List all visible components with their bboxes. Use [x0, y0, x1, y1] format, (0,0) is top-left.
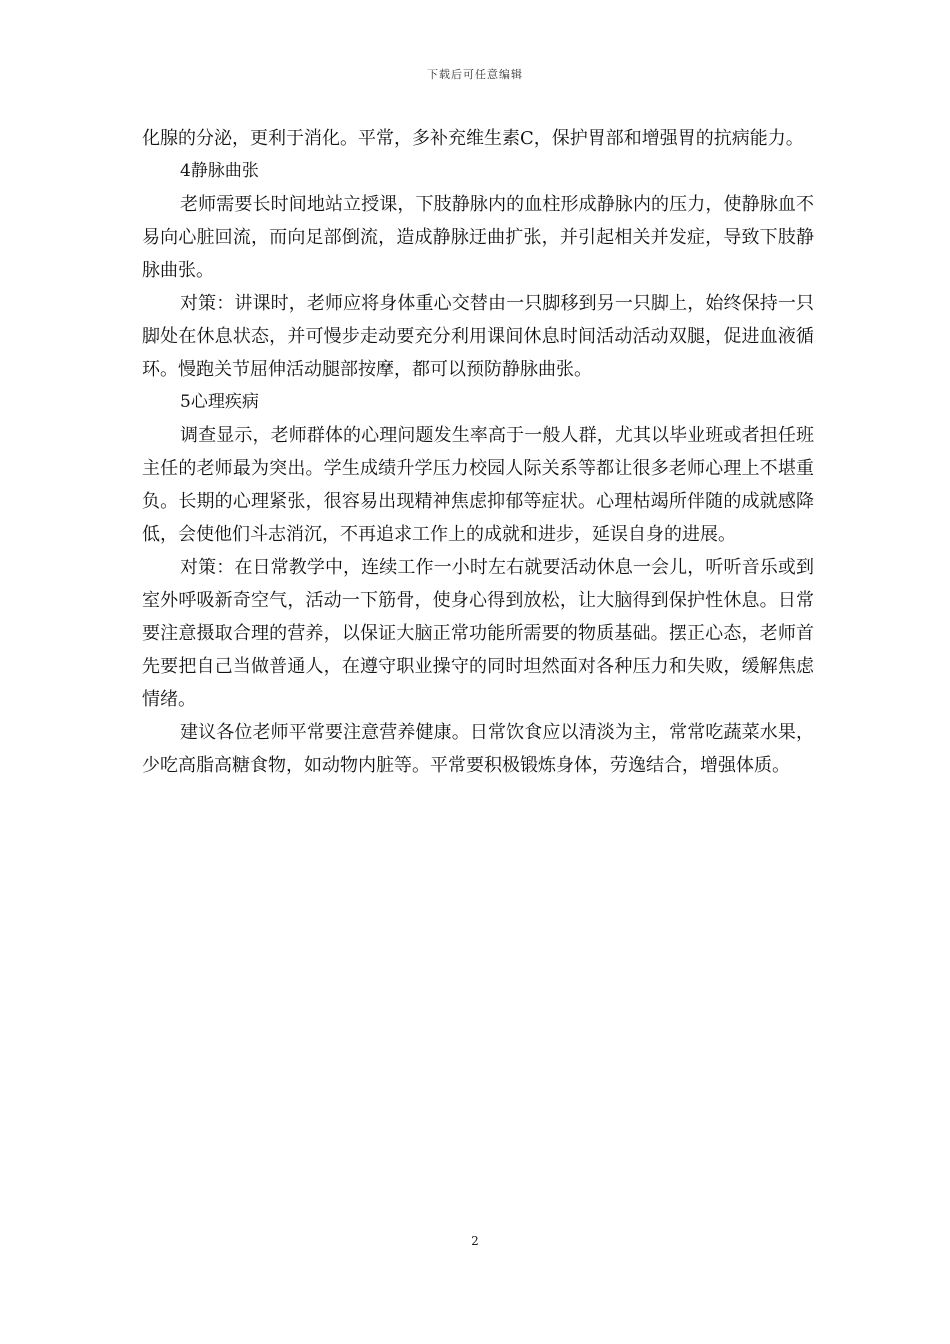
paragraph-varicose-countermeasure: 对策：讲课时，老师应将身体重心交替由一只脚移到另一只脚上，始终保持一只脚处在休息状态，并可慢步走动要充分利用课间休息时间活动活动双腿，促进血液循环。慢跑关节屈伸活动腿部按摩，都可以预防静脉曲张。 — [142, 293, 814, 380]
paragraph-mental-survey: 调查显示，老师群体的心理问题发生率高于一般人群，尤其以毕业班或者担任班主任的老师最为突出。学生成绩升学压力校园人际关系等都让很多老师心理上不堪重负。长期的心理紧张，很容易出现精神焦虑抑郁等症状。心理枯竭所伴随的成就感降低，会使他们斗志消沉，不再追求工作上的成就和进步，延误自身的进展。 — [142, 425, 814, 545]
paragraph-health-advice: 建议各位老师平常要注意营养健康。日常饮食应以清淡为主，常常吃蔬菜水果，少吃高脂高糖食物，如动物内脏等。平常要积极锻炼身体，劳逸结合，增强体质。 — [142, 722, 814, 776]
document-body — [142, 122, 814, 782]
paragraph-varicose-cause: 老师需要长时间地站立授课，下肢静脉内的血柱形成静脉内的压力，使静脉血不易向心脏回流，而向足部倒流，造成静脉迂曲扩张，并引起相关并发症，导致下肢静脉曲张。 — [142, 194, 814, 281]
page-number: 2 — [471, 1234, 479, 1248]
section-heading-varicose-veins: 4静脉曲张 — [180, 161, 259, 181]
paragraph-mental-countermeasure: 对策：在日常教学中，连续工作一小时左右就要活动休息一会儿，听听音乐或到室外呼吸新奇空气，活动一下筋骨，使身心得到放松，让大脑得到保护性休息。日常要注意摄取合理的营养，以保证大脑正常功能所需要的物质基础。摆正心态，老师首先要把自己当做普通人，在遵守职业操守的同时坦然面对各种压力和失败，缓解焦虑情绪。 — [142, 557, 814, 710]
section-heading-mental-illness: 5心理疾病 — [180, 392, 259, 412]
page-header: 下载后可任意编辑 — [427, 68, 523, 81]
paragraph-vitamin-c: 化腺的分泌，更利于消化。平常，多补充维生素C，保护胃部和增强胃的抗病能力。 — [142, 128, 804, 149]
